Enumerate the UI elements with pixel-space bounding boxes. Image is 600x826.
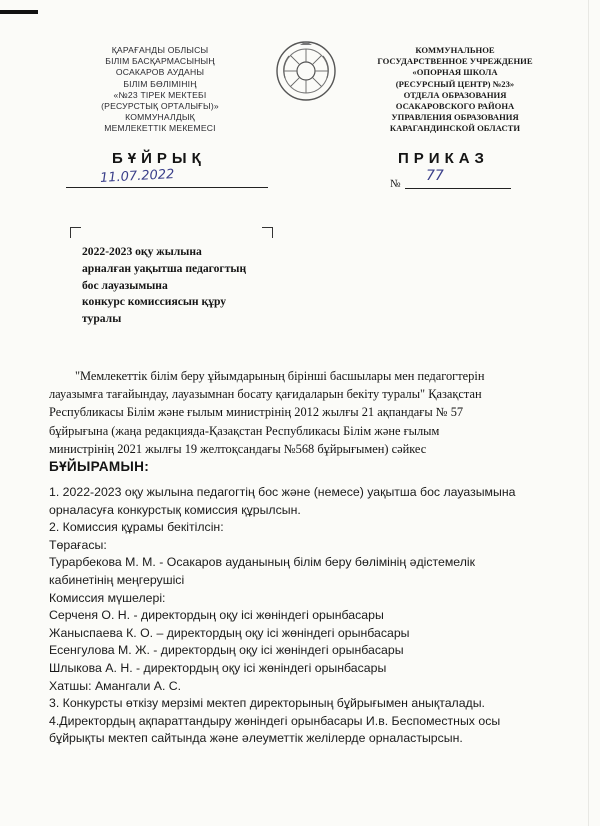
subject-bracket-right [262,227,273,238]
header-right-line: «ОПОРНАЯ ШКОЛА [412,67,498,78]
preamble [49,367,574,476]
header-right-line: УПРАВЛЕНИЯ ОБРАЗОВАНИЯ [391,112,519,123]
subject-line: 2022-2023 оқу жылына [82,245,202,258]
header-left-kazakh [60,45,260,135]
header-right-line: ОТДЕЛА ОБРАЗОВАНИЯ [403,89,507,100]
order-title-kazakh: БҰЙРЫҚ [112,150,206,167]
order-title-russian: ПРИКАЗ [398,150,489,167]
preamble-line: лауазымға тағайындау, лауазымнан босату қағидаларын бекіту туралы" Қазақстан [49,387,482,402]
preamble-line: бұйрығына (жаңа редакцияда-Қазақстан Республикасы Білім және ғылым [49,423,440,438]
subject-bracket-left [70,227,81,238]
item-line: Серченя О. Н. - директордың оқу ісі жөніндегі орынбасары [49,608,384,623]
item-line: Комиссия мүшелері: [49,590,166,605]
header-left-line: БІЛІМ БАСҚАРМАСЫНЫҢ [105,56,215,67]
preamble-line: министрінің 2021 жылғы 19 желтоқсандағы №568 бұйрығымен) сәйкес [49,441,427,456]
state-emblem-icon [275,40,337,102]
order-subject [82,244,246,328]
item-line: орналасуға конкурстық комиссия құрылсын. [49,502,301,517]
item-line: 1. 2022-2023 оқу жылына педагогтің бос және (немесе) уақытша бос лауазымына [49,485,516,499]
handwritten-number: 77 [426,168,444,184]
header-right-line: (РЕСУРСНЫЙ ЦЕНТР) №23» [395,78,515,89]
header-right-line: ОСАКАРОВСКОГО РАЙОНА [395,101,515,112]
date-underline [66,186,268,188]
header-left-line: КОММУНАЛДЫҚ [125,112,195,123]
page-edge-shadow [588,0,589,826]
header-right-line: КАРАГАНДИНСКОЙ ОБЛАСТИ [389,123,521,134]
header-left-line: «№23 ТІРЕК МЕКТЕБІ [113,89,207,100]
command-word: БҰЙЫРАМЫН: [49,459,150,475]
subject-line: бос лауазымына [82,278,168,292]
item-line: 2. Комиссия құрамы бекітілсін: [49,520,224,535]
number-underline [405,187,511,189]
item-line: бұйрықты мектеп сайтында және әлеуметтік желілерде орналастырсын. [49,731,463,746]
preamble-line: "Мемлекеттік білім беру ұйымдарының бірінші басшылары мен педагогтерін [75,369,485,383]
subject-line: арналған уақытша педагогтың [82,261,247,275]
item-line: 4.Директордың ақпараттандыру жөніндегі орынбасары И.в. Беспоместных осы [49,713,501,728]
item-line: Турарбекова М. М. - Осакаров ауданының білім беру бөлімінің әдістемелік [49,555,476,570]
subject-line: туралы [82,312,122,326]
number-label: № [390,178,401,190]
header-left-line: ОСАКАРОВ АУДАНЫ [115,67,205,78]
header-left-line: ҚАРАҒАНДЫ ОБЛЫСЫ [111,45,209,55]
item-line: Шлыкова А. Н. - директордың оқу ісі жөніндегі орынбасары [49,660,387,675]
header-left-line: (РЕСУРСТЫҚ ОРТАЛЫҒЫ)» [101,101,219,112]
item-line: Хатшы: Амангали А. С. [49,678,182,693]
header-right-russian [360,45,550,135]
item-line: Есенгулова М. Ж. - директордың оқу ісі жөніндегі орынбасары [49,643,404,658]
item-line: кабинетінің меңгерушісі [49,572,185,587]
item-line: Жаныспаева К. О. – директордың оқу ісі жөніндегі орынбасары [49,625,410,640]
order-items [49,484,574,748]
preamble-line: Республикасы Білім және ғылым министрінің 2012 жылғы 21 ақпандағы № 57 [49,405,464,420]
header-left-line: БІЛІМ БӨЛІМІНІҢ [123,78,197,89]
header-left-line: МЕМЛЕКЕТТІК МЕКЕМЕСІ [104,123,216,134]
subject-line: конкурс комиссиясын құру [82,295,227,309]
scan-corner-mark [0,10,38,14]
item-line: 3. Конкурсты өткізу мерзімі мектеп директорының бұйрығымен анықталады. [49,696,485,711]
item-line: Төрағасы: [49,537,107,552]
handwritten-date: 11.07.2022 [99,167,175,186]
header-right-line: КОММУНАЛЬНОЕ [415,45,495,55]
header-right-line: ГОСУДАРСТВЕННОЕ УЧРЕЖДЕНИЕ [377,56,533,67]
